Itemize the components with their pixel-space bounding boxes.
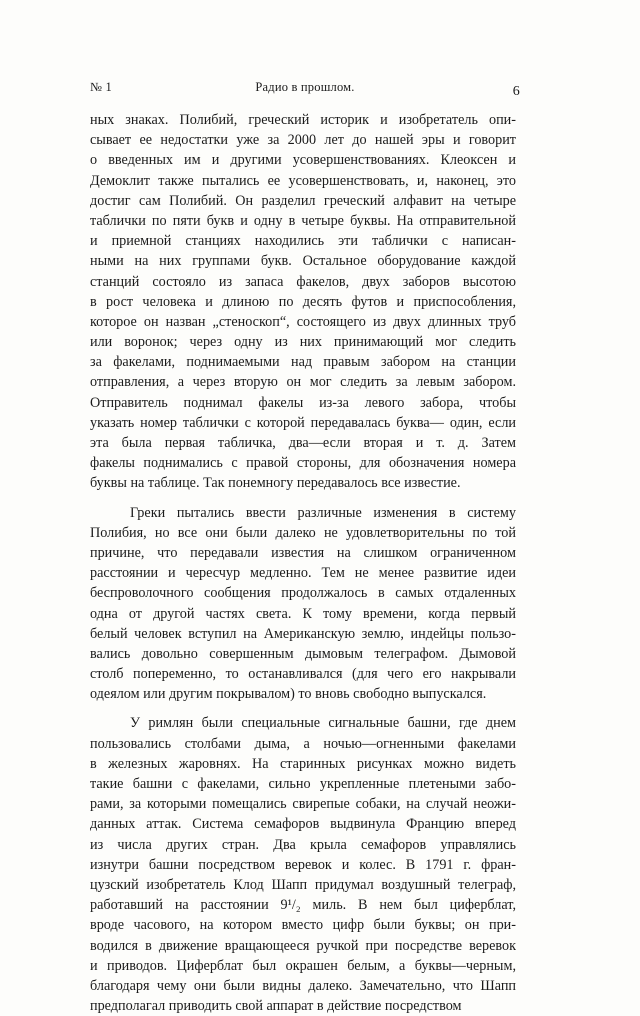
text-line: вроде часового, на котором вместо цифр были буквы; он при- — [90, 917, 516, 934]
text-line: отправления, а через вторую он мог следить за левым забором. — [90, 374, 516, 391]
text-line: одеялом или другим покрывалом) то вновь свободно выпускался. — [90, 686, 487, 703]
text-line: цузский изобретатель Клод Шапп придумал воздушный телеграф, — [90, 876, 516, 893]
text-line: станций состояло из запаса факелов, двух заборов высотою — [90, 273, 516, 290]
text-line: буквы на таблице. Так понемногу передавалось все известие. — [90, 475, 461, 492]
text-line: ными на них группами букв. Остальное оборудование каждой — [90, 253, 516, 270]
text-line: У римлян были специальные сигнальные башни, где днем — [130, 715, 516, 732]
text-line: которое он назван „стеноскоп“, состоящего из двух длинных труб — [90, 313, 516, 330]
text-line: рами, за которыми помещались свирепые собаки, на случай неожи- — [90, 796, 516, 813]
page-header — [90, 80, 520, 100]
text-line: водился в движение вращающееся ручкой при посредстве веревок — [90, 937, 516, 954]
text-line: в рост человека и длиною по десять футов и приспособления, — [90, 293, 516, 310]
text-line: или воронок; через одну из них принимающий мог следить — [90, 334, 516, 351]
text-line: изнутри башни посредством веревок и колес. В 1791 г. фран- — [90, 856, 516, 873]
text-line: в железных жаровнях. На старинных рисунках можно видеть — [90, 755, 516, 772]
body-text — [90, 110, 516, 1016]
text-line: такие башни с факелами, сильно укрепленные плетеными забо- — [90, 776, 516, 792]
text-line: причине, что передавали известия на слишком ограниченном — [90, 544, 516, 561]
text-line: данных аттак. Система семафоров выдвинула Францию вперед — [90, 816, 516, 833]
text-line: пользовались столбами дыма, а ночью—огненными факелами — [90, 735, 516, 752]
text-line: столб попеременно, то останавливался (для чего его накрывали — [90, 666, 516, 683]
text-line: о введенных им и другими усовершенствованиях. Клеоксен и — [90, 152, 516, 169]
text-line: за факелами, поднимаемыми над правым забором на станции — [90, 354, 516, 371]
paragraph — [90, 110, 516, 494]
text-line: Греки пытались ввести различные изменения в системy — [130, 504, 516, 521]
text-line: белый человек вступил на Американскую землю, индейцы пользо- — [90, 625, 516, 642]
text-line: вались довольно совершенным дымовым телеграфом. Дымовой — [90, 645, 516, 662]
text-line: и приемной станциях находились эти таблички с написан- — [90, 233, 516, 250]
text-line: таблички по пяти букв и одну в четыре буквы. На отправительной — [90, 212, 516, 229]
text-line: факелы поднимались с правой стороны, для обозначения номера — [90, 455, 516, 472]
text-line: и приводов. Циферблат был окрашен белым, а буквы—черным, — [90, 957, 516, 974]
running-title: Радио в прошлом. — [255, 80, 355, 94]
page-number: 6 — [512, 84, 520, 99]
text-line: Отправитель поднимал факелы из-за левого забора, чтобы — [90, 394, 516, 411]
text-line: работавший на расстоянии 9¹/₂ миль. В нем был циферблат, — [90, 897, 516, 914]
text-line: расстоянии и чересчур медленно. Тем не менее развитие идеи — [90, 565, 516, 582]
text-line: одна от другой частях света. К тому времени, когда первый — [90, 605, 516, 622]
text-line: благодаря чему они были видны далеко. Замечательно, что Шапп — [90, 977, 516, 994]
text-line: предполагал приводить свой аппарат в действие посредством — [90, 998, 462, 1015]
paragraph — [90, 503, 516, 705]
text-line: эта была первая табличка, два—если вторая и т. д. Затем — [90, 435, 516, 451]
issue-number: № 1 — [90, 80, 112, 94]
text-line: ных знаках. Полибий, греческий историк и изобретатель опи- — [90, 112, 516, 128]
text-line: Демоклит также пытались ее усовершенствовать, и, наконец, это — [90, 172, 516, 189]
text-line: указать номер таблички с которой передавалась буква— один, если — [90, 414, 516, 431]
text-line: беспроволочного сообщения продолжалось в самых отдаленных — [90, 585, 516, 602]
text-line: Полибия, но все они были далеко не удовлетворительны по той — [90, 524, 516, 541]
text-line: сывает ее недостатки уже за 2000 лет до нашей эры и говорит — [90, 132, 516, 149]
paragraph — [90, 713, 516, 1016]
text-line: из числа других стран. Два крыла семафоров управлялись — [90, 836, 516, 853]
text-line: достиг сам Полибий. Он разделил греческий алфавит на четыре — [90, 192, 516, 209]
